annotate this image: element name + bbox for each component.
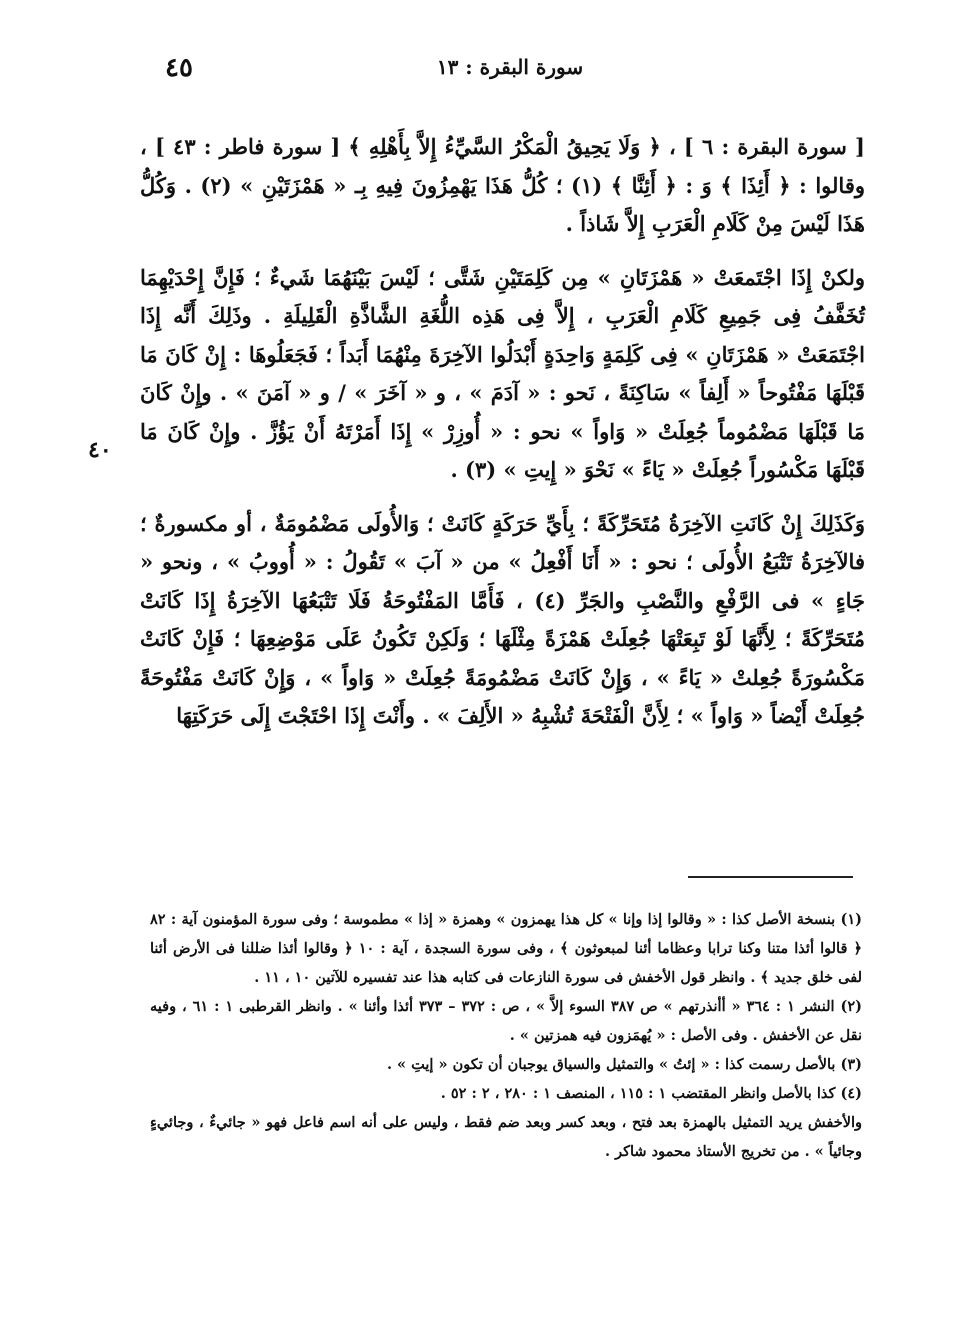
margin-line-number: ٤٠ [88,437,112,463]
footnote-2: (٢) النشر ١ : ٣٦٤ « أأنذرتهم » ص ٣٨٧ السوء إلاَّ » ، ص : ٣٧٢ – ٣٧٣ أئذا وأئنا » . وانظر القرطبى ١ : ٦١ ، وفيه نقل عن الأخفش . وفى الأصل : « يُهمَزون فيه همزتين » . [150,998,862,1044]
footnote-4: (٤) كذا بالأصل وانظر المقتضب ١ : ١١٥ ، المنصف ١ : ٢٨٠ ، ٢ : ٥٢ . [440,1085,862,1102]
main-text [140,128,865,736]
paragraph-2: ولكنْ إِذَا اجْتَمعَتْ « هَمْزَتَانِ » مِن كَلِمَتَيْنِ شَتَّى ؛ لَيْسَ بَيْنَهُمَا شَيءٌ ؛ فَإِنَّ إِحْدَيْهِمَا تُخَفَّفُ فِى جَمِيعِ كَلَامِ الْعَرَبِ ، إِلاَّ فِى هَذِه اللُّغَةِ الشَّاذَّةِ الْقَلِيلَةِ . وذَلِكَ أَنَّه إِذَا اجْتَمَعَتْ « هَمْزَتَانِ » فِى كَلِمَةٍ وَاحِدَةٍ أَبْدَلُوا الآخِرَةَ مِنْهُمَا أَبَداً ؛ فَجَعَلُوهَا : إِنْ كَانَ مَا قَبْلَهَا مَفْتُوحاً « أَلِفاً » سَاكِنَةً ، نَحو : « آدَمَ » ، و « آخَرَ » / و « آمَنَ » . وإِنْ كَانَ مَا قَبْلَهَا مَضْمُوماً جُعِلَتْ « وَاواً » نحو : « أُوزِرْ » إِذَا أَمَرْتَهُ أَنْ يَؤُزَّ . وإِنْ كَانَ مَا قَبْلَهَا مَكْسُوراً جُعِلَتْ « يَاءً » نَحْوَ « إِيتِ » (٣) . [140,264,865,482]
footnotes [150,905,862,1166]
page-number: ٤٥ [165,53,193,83]
page-header [150,55,870,95]
paragraph-1: [ سورة البقرة : ٦ ] ، ﴿ وَلَا يَحِيقُ الْمَكْرُ السَّيِّءُ إِلاَّ بِأَهْلِهِ ﴾ [ سورة فاطر : ٤٣ ] ، وقالوا : ﴿ أَئِذَا ﴾ وَ : ﴿ أَئِنَّا ﴾ (١) ؛ كُلُّ هَذَا يَهْمِزُونَ فِيهِ بِـ « هَمْزَتَيْنِ » (٢) . وَكُلُّ هَذَا لَيْسَ مِنْ كَلَامِ الْعَرَبِ إِلاَّ شَاذاً . [140,134,865,236]
footnote-1: (١) بنسخة الأصل كذا : « وقالوا إذا وإنا » كل هذا يهمزون » وهمزة « إذا » مطموسة ؛ وفى سورة المؤمنون آية : ٨٢ ﴿ قالوا أئذا متنا وكنا ترابا وعظاما أئنا لمبعوثون ﴾ ، وفى سورة السجدة ، آية : ١٠ ﴿ وقالوا أئذا ضللنا فى الأرض أئنا لفى خلق جديد ﴾ . وانظر قول الأخفش فى سورة النازعات فى كتابه هذا عند تفسيره للآتين ١٠ ، ١١ . [150,911,862,986]
footnote-4-continuation: والأخفش يريد التمثيل بالهمزة بعد فتح ، وبعد كسر وبعد ضم فقط ، وليس على أنه اسم فاعل فهو « جائيءٌ ، وجائيءٍ وجائياً » . من تخريج الأستاذ محمود شاكر . [150,1114,862,1160]
footnote-separator [688,876,853,878]
surah-header: سورة البقرة : ١٣ [436,55,584,79]
paragraph-3: وَكَذَلِكَ إِنْ كَانَتِ الآخِرَةُ مُتَحَرِّكَةً ؛ بِأَيِّ حَرَكَةٍ كَانَتْ ؛ وَالأُولَى مَضْمُومَةٌ ، أو مكسورةٌ ؛ فالآخِرَةُ تَتْبَعُ الأُولَى ؛ نحو : « أَنَا أَفْعِلُ » من « آبَ » تَقُولُ : « أُووبُ » ، ونحو « جَاءٍ » فى الرَّفْعِ والنَّصْبِ والجَرِّ (٤) ، فَأَمَّا المَفْتُوحَةُ فَلَا تَتْبَعُهَا الآخِرَةُ إِذَا كَانَتْ مُتَحَرِّكَةً ؛ لِأَنَّهَا لَوْ تَبِعَتْهَا جُعِلَتْ هَمْزَةً مِثْلَهَا ؛ وَلَكِنْ تَكُونُ عَلَى مَوْضِعِهَا ؛ فَإِنْ كَانَتْ مَكْسُورَةً جُعِلتْ « يَاءً » ، وَإِنْ كَانَتْ مَضْمُومَةً جُعِلَتْ « وَاواً » ، وَإِنْ كَانَتْ مَفْتُوحَةً جُعِلَتْ أَيْضاً « وَاواً » ؛ لِأَنَّ الْفَتْحَةَ تُشْبِهُ « الأَلِفَ » . وأَنْتَ إِذَا احْتَجْتَ إِلَى حَرَكَتِهَا [140,510,865,728]
footnote-3: (٣) بالأصل رسمت كذا : « إئتُ » والتمثيل والسياق يوجبان أن تكون « إيتِ » . [386,1056,862,1073]
